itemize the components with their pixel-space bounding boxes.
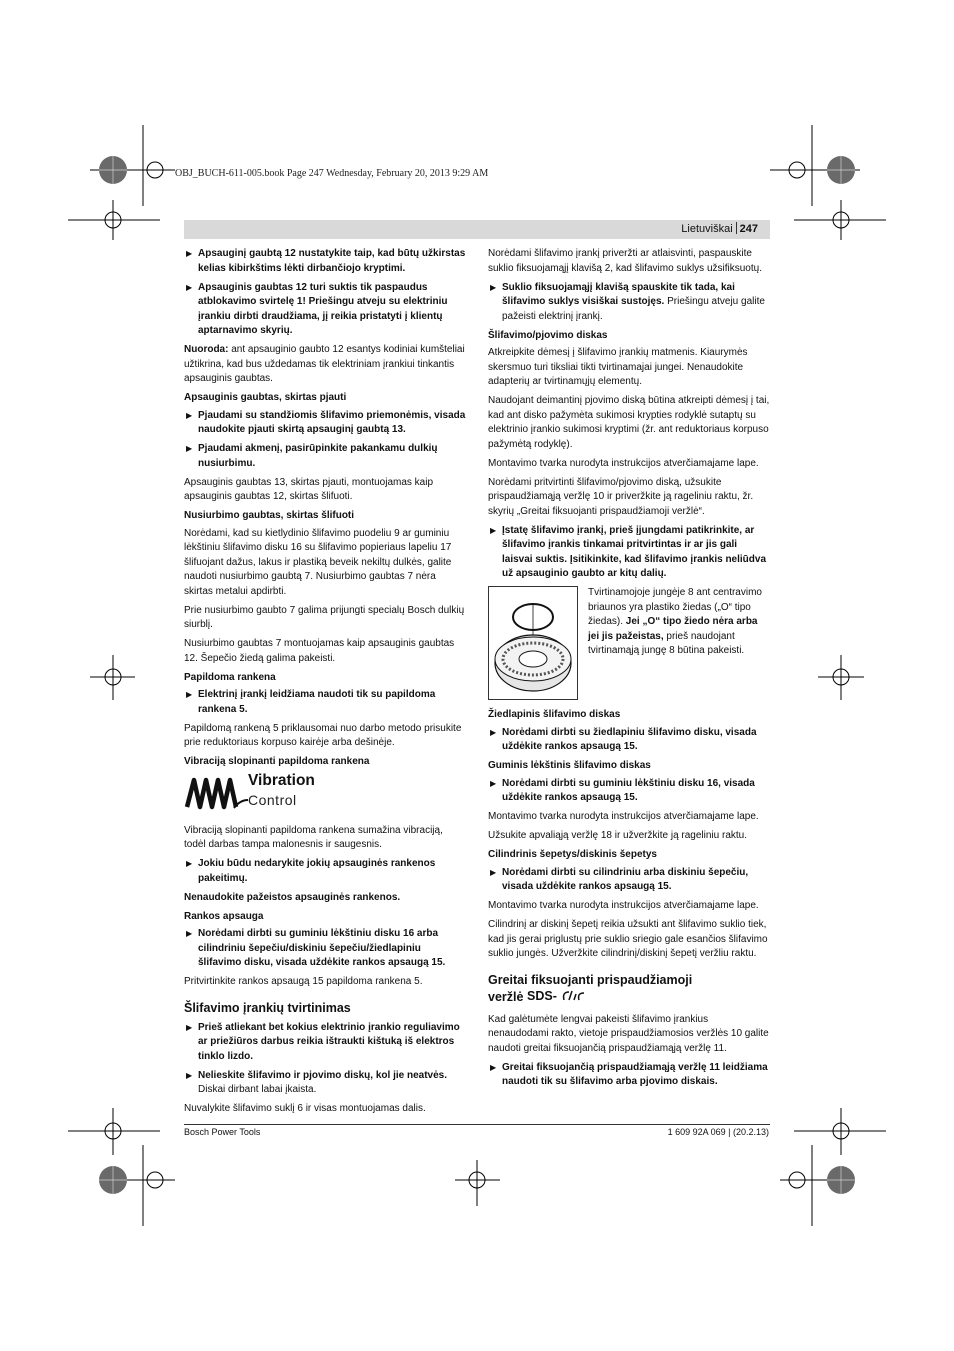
paragraph: Prie nusiurbimo gaubto 7 galima prijungti specialų Bosch dulkių siurblį. [184,604,465,630]
paragraph: Cilindrinį ar diskinį šepetį reikia užsukti ant šlifavimo suklio tiek, kad jis gerai priglustų prie suklio sriegio gale esančios šlifavimo suklio jungės. Užveržkite cilindrinį/diskinį šepetį veržliu raktu. [488,919,768,959]
svg-text:SDS-: SDS- [526,988,557,1003]
bullet-item: ▶ Jokiu būdu nedarykite jokių apsauginės rankenos pakeitimų. [184,857,466,886]
bullet-item: ▶ Prieš atliekant bet kokius elektrinio įrankio reguliavimo ar priežiūros darbus reikia ištraukti kištuką iš elektros tinklo lizdo. [184,1021,466,1065]
header-language: Lietuviškai [681,223,733,235]
bullet-item: ▶ Nelieskite šlifavimo ir pjovimo diskų, kol jie neatvės. Diskai dirbant labai įkaista. [184,1069,466,1098]
section-heading: Šlifavimo/pjovimo diskas [488,329,608,341]
footer-doc-number: 1 609 92A 069 | (20.2.13) [667,1127,769,1137]
section-heading: Papildoma rankena [184,671,276,683]
paragraph: Montavimo tvarka nurodyta instrukcijos atverčiamajame lape. [488,811,759,822]
bullet-item: ▶ Norėdami dirbti su guminiu lėkštiniu disku 16 arba cilindriniu šepečiu/diskiniu šepečiu/žiedlapiniu šlifavimo disku, visada uždėkite rankos apsaugą 15. [184,927,466,971]
bullet-item: ▶ Suklio fiksuojamąjį klavišą spauskite tik tada, kai šlifavimo suklys visiškai sustojęs. Priešingu atveju galite pažeisti elektrinį įrankį. [488,281,770,325]
vibration-subtitle: Control [248,791,297,808]
paragraph: Atkreipkite dėmesį į šlifavimo įrankių matmenis. Kiaurymės skersmuo turi tiksliai tikti tvirtinamajai jungei. Nenaudokite adapterių ar tvirtinamųjų elementų. [488,347,748,387]
header-separator [736,222,737,234]
o-ring-figure-row [488,586,770,700]
bullet-item: ▶ Elektrinį įrankį leidžiama naudoti tik su papildoma rankena 5. [184,688,466,717]
section-heading: Žiedlapinis šlifavimo diskas [488,709,621,720]
paragraph: Pritvirtinkite rankos apsaugą 15 papildoma rankena 5. [184,976,423,987]
footer-rule [184,1124,770,1125]
paragraph: Montavimo tvarka nurodyta instrukcijos atverčiamajame lape. [488,900,759,911]
section-title: Šlifavimo įrankių tvirtinimas [184,1000,351,1015]
paragraph: Vibraciją slopinanti papildoma rankena sumažina vibraciją, todėl darbas tampa malonesnis ir saugesnis. [184,824,443,850]
section-heading: Nusiurbimo gaubtas, skirtas šlifuoti [184,510,355,521]
sds-clic-logo [527,988,591,1008]
section-heading: Guminis lėkštinis šlifavimo diskas [488,760,651,771]
vibration-control-logo [184,771,466,816]
section-heading: Vibraciją slopinanti papildoma rankena [184,756,370,767]
bullet-item: ▶ Pjaudami su standžiomis šlifavimo priemonėmis, visada naudokite pjauti skirtą apsauginį gaubtą 13. [184,409,466,438]
vibration-title: Vibration [248,771,315,789]
page-header [681,222,758,235]
paragraph: Papildomą rankeną 5 priklausomai nuo darbo metodo prisukite prie reduktoriaus korpuso kairėje arba dešinėje. [184,722,462,748]
paragraph: Naudojant deimantinį pjovimo diską būtina atkreipti dėmesį į tai, kad ant disko pažymėta sukimosi krypties rodyklė sutaptų su elektrinio įrankio sukimosi kryptimi (žr. ant reduktoriaus korpuso pažymėtą rodyklę). [488,395,770,450]
bullet-item: ▶ Norėdami dirbti su cilindriniu arba diskiniu šepečiu, visada uždėkite rankos apsaugą 15. [488,866,770,895]
paragraph: Nusiurbimo gaubtas 7 montuojamas kaip apsauginis gaubtas 12. Šepečio žiedą galima pakeisti. [184,638,455,664]
paragraph: Norėdami šlifavimo įrankį priveržti ar atlaisvinti, paspauskite suklio fiksuojamąjį klavišą 2, kad šlifavimo suklys užsifiksuotų. [488,248,762,274]
bullet-item: ▶ Greitai fiksuojančią prispaudžiamąją veržlę 11 leidžiama naudoti tik su šlifavimo arba pjovimo diskais. [488,1061,770,1090]
paragraph: Užsukite apvaliąją veržlę 18 ir užveržkite ją rageliniu raktu. [488,830,748,841]
paragraph: Nuvalykite šlifavimo suklį 6 ir visas montuojamas dalis. [184,1103,426,1114]
paragraph: Montavimo tvarka nurodyta instrukcijos atverčiamajame lape. [488,457,759,469]
section-title: Greitai fiksuojanti prispaudžiamoji veržlė SDS- [488,972,770,1008]
paragraph: Norėdami, kad su kietlydinio šlifavimo puodeliu 9 ar guminiu lėkštiniu šlifavimo disku 16 su šlifavimo popieriaus lapeliu 17 šlifuojant dažus, lakus ir plastiką beveik nekiltų dulkės, galite naudoti nusiurbimo gaubtą 7. Nusiurbimo gaubtas 7 nėra skirtas metalui apdirbti. [184,527,452,597]
bullet-item: ▶ Apsauginis gaubtas 12 turi suktis tik paspaudus atblokavimo svirtelę 1! Priešingu atveju su elektriniu įrankiu dirbti draudžiama, jį reikia pristatyti į klientų aptarnavimo skyrių. [184,281,466,339]
paragraph: Apsauginis gaubtas 13, skirtas pjauti, montuojamas kaip apsauginis gaubtas 12, skirtas šlifuoti. [184,476,434,502]
section-heading: Apsauginis gaubtas, skirtas pjauti [184,392,347,403]
right-column [488,247,770,1094]
paragraph: Nenaudokite pažeistos apsauginės rankenos. [184,891,401,903]
note-paragraph: Nuoroda: ant apsauginio gaubto 12 esantys kodiniai kumšteliai užtikrina, kad bus uždedamas tik elektriniam įrankiui tinkantis apsauginis gaubtas. [184,344,465,384]
paragraph: Norėdami pritvirtinti šlifavimo/pjovimo diską, užsukite prispaudžiamąją veržlę 10 ir priveržkite ją rageliniu raktu, žr. skyrių „Greitai fiksuojanti prispaudžiamoji veržlė“. [488,476,754,517]
o-ring-flange-illustration [489,587,577,699]
bullet-item: ▶ Norėdami dirbti su žiedlapiniu šlifavimo disku, visada uždėkite rankos apsaugą 15. [488,726,770,755]
crop-slug: OBJ_BUCH-611-005.book Page 247 Wednesday, February 20, 2013 9:29 AM [175,168,489,179]
vibration-wave-icon [184,774,248,814]
o-ring-figure [488,586,578,700]
bullet-item: ▶ Apsauginį gaubtą 12 nustatykite taip, kad būtų užkirstas kelias kibirkštims lėkti dirbančiojo kryptimi. [184,247,466,276]
bullet-item: ▶ Pjaudami akmenį, pasirūpinkite pakankamu dulkių nusiurbimu. [184,442,466,471]
page-number: 247 [739,223,758,235]
footer-brand: Bosch Power Tools [184,1127,261,1137]
bullet-item: ▶ Įstatę šlifavimo įrankį, prieš įjungdami patikrinkite, ar šlifavimo įrankis tinkamai pritvirtintas ir ar jis gali laisvai suktis. Įsitikinkite, kad šlifavimo įrankis neliūdva už apsauginio gaubto ar kitų dalių. [488,524,770,582]
o-ring-note: Tvirtinamojoje jungėje 8 ant centravimo briaunos yra plastiko žiedas („O“ tipo žiedas). Jei „O“ tipo žiedo nėra arba jei jis pažeistas, prieš naudojant tvirtinamąją jungę 8 būtina pakeisti. [588,587,762,656]
left-column [184,247,466,1121]
section-heading: Cilindrinis šepetys/diskinis šepetys [488,849,657,860]
section-heading: Rankos apsauga [184,910,264,922]
paragraph: Kad galėtumėte lengvai pakeisti šlifavimo įrankius nenaudodami rakto, vietoje prispaudžiamosios veržlės 10 galite naudoti greitai fiksuojančią prispaudžiamąją veržlę 11. [488,1013,769,1054]
bullet-item: ▶ Norėdami dirbti su guminiu lėkštiniu disku 16, visada uždėkite rankos apsaugą 15. [488,777,770,806]
